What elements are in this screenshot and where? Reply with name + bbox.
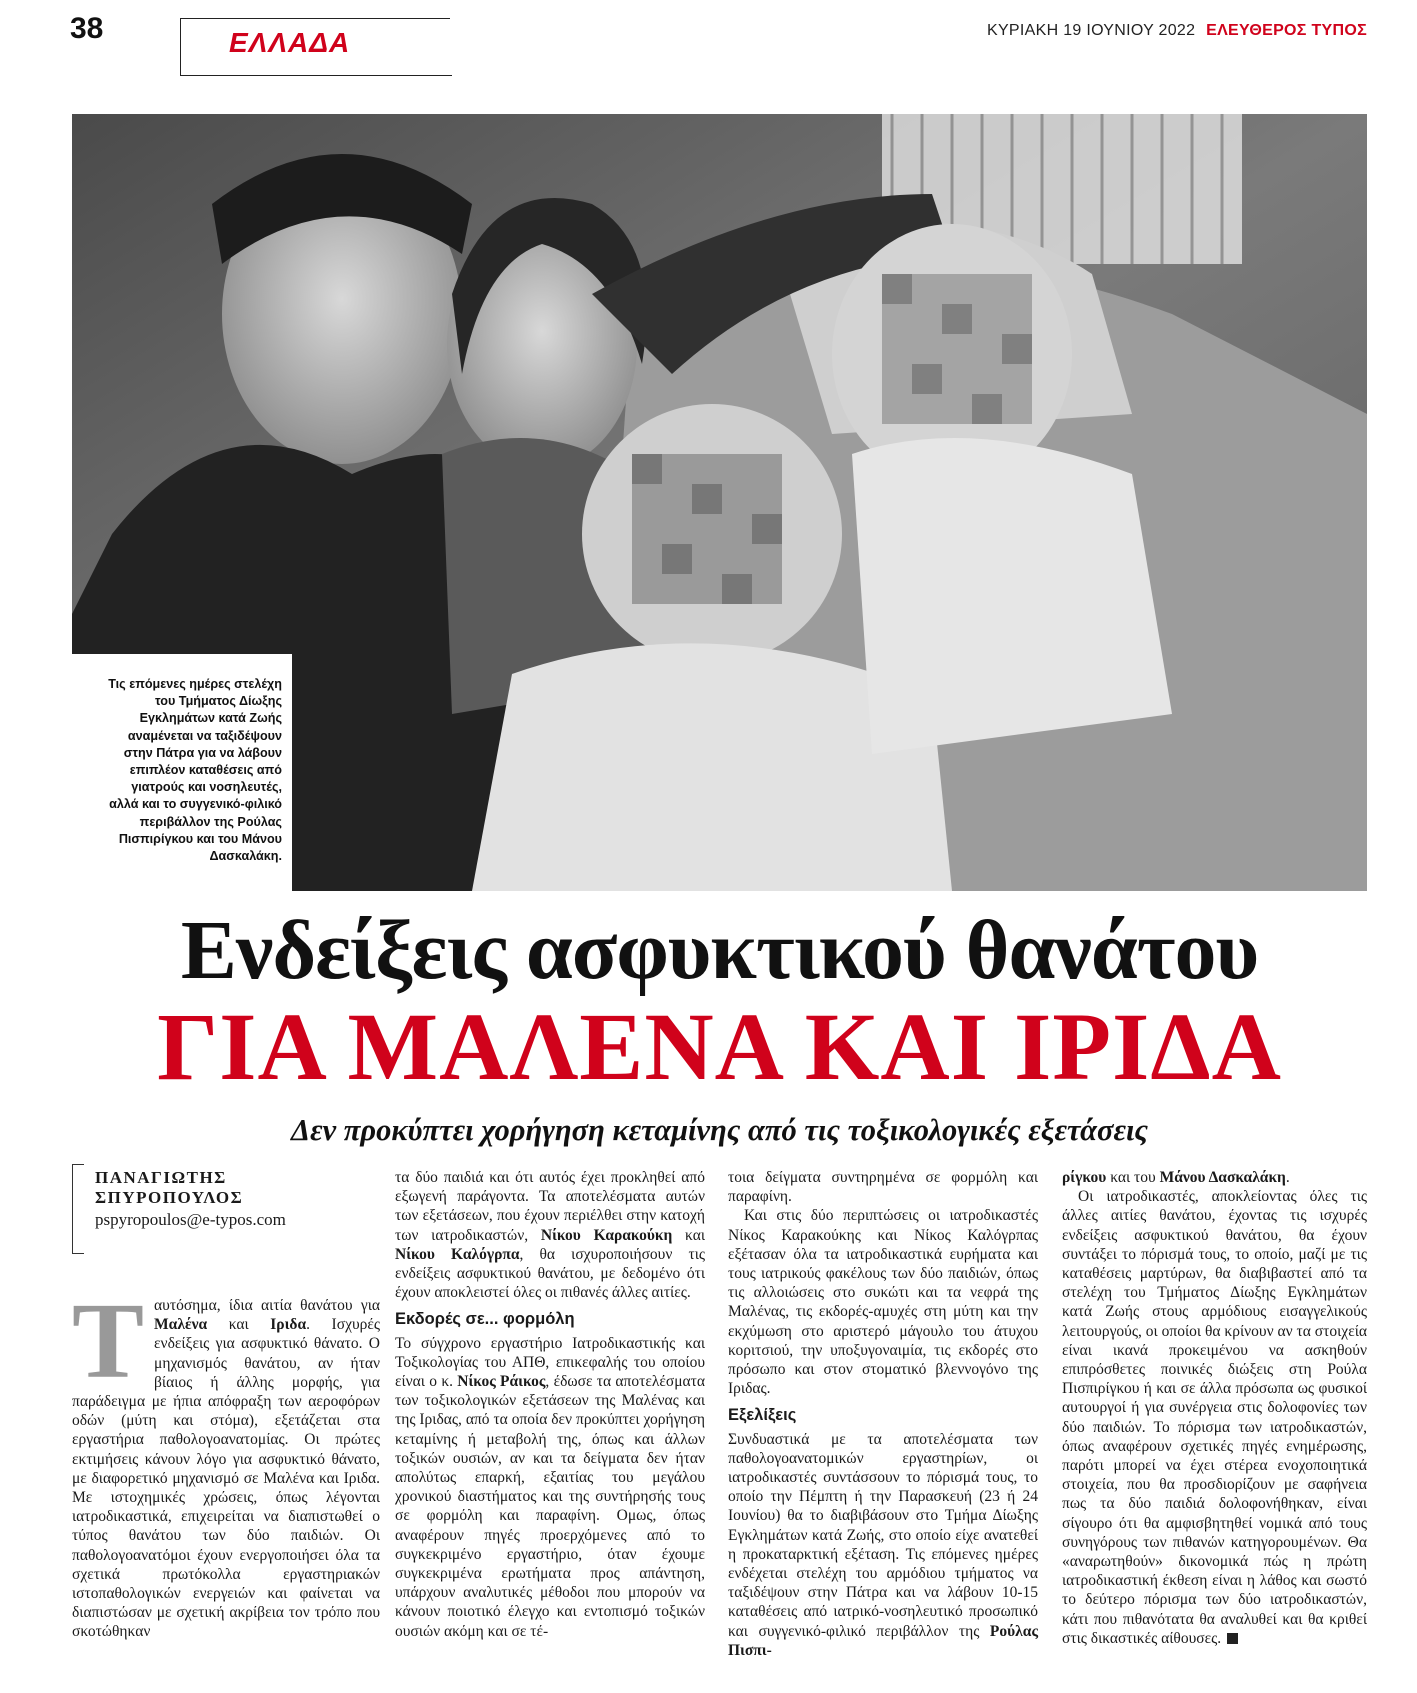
issue-date: ΚΥΡΙΑΚΗ 19 ΙΟΥΝΙΟΥ 2022 (986, 22, 1196, 39)
subheadline: Δεν προκύπτει χορήγηση κεταμίνης από τις τοξικολογικές εξετάσεις (290, 1113, 1149, 1147)
text-run: Οι ιατροδικαστές, αποκλείοντας όλες τις άλλες αιτίες θανάτου, έχοντας τις ισχυρές ενδείξεις ασφυκτικού θανάτου, θα έχουν συντάξει το πόρισμά τους, το οποίο, μαζί με τις καταθέσεις μαρτύρων, θα διαβιβαστεί από τα στελέχη του Τμήματος Δίωξης Εγκλημάτων κατά Ζωής στους αρμόδιους εισαγγελικούς λειτουργούς, οι οποίοι θα κρίνουν αν τα στοιχεία είναι ικανά προκειμένου να ασκηθούν επιπρόσθετες ποινικές διώξεις στη Ρούλα Πισπιρίγκου ή και σε άλλα πρόσωπα ως φυσικοί αυτουργοί ή για συνέργεια στις δολοφονίες των δύο παιδιών. Το πόρισμα των ιατροδικαστών, όπως αναφέρουν σχετικές πηγές ενημέρωσης, παρότι μπορεί να έχει στέρεα ενοχοποιητικά στοιχεία, που θα προσδιορίζουν με σαφήνεια πως τα δύο παιδιά δολοφονήθηκαν, είναι σίγουρο ότι θα αμφισβητηθεί νομικά από τους συνηγόρους των πιθανών κατηγορουμένων. Θα «αναρωτηθούν» δικονομικά πώς η πρώτη ιατροδικαστική έκθεση είναι η λάθος και σωστό το δεύτερο πόρισμα των δύο ιατροδικαστών, κάτι που πιθανότατα θα αναλυθεί και θα κριθεί στις δικαστικές αίθουσες. (1062, 1188, 1367, 1647)
paragraph (395, 1334, 705, 1641)
headline-red: ΓΙΑ ΜΑΛΕΝΑ ΚΑΙ ΙΡΙΔΑ (157, 993, 1282, 1100)
name-kalogrpas: Νίκου Καλόγρπα (395, 1245, 520, 1263)
byline-first-name: ΠΑΝΑΓΙΩΤΗΣ (95, 1168, 227, 1187)
text-run: Το σύγχρονο εργαστήριο Ιατροδικαστικής και Τοξικολογίας του ΑΠΘ, επικεφαλής του οποίου είναι ο κ. (395, 1334, 705, 1391)
subheading-formaldehyde: Εκδορές σε... φορμόλη (395, 1310, 575, 1329)
paragraph (395, 1168, 705, 1302)
byline (72, 1164, 380, 1254)
subheading-developments: Εξελίξεις (728, 1406, 797, 1425)
column-3 (728, 1168, 1038, 1660)
page-number: 38 (70, 12, 104, 45)
text-run: τα δύο παιδιά και ότι αυτός έχει προκληθεί από εξωγενή παράγοντα. Τα αποτελέσματα αυτών των εξετάσεων, που έχουν περιέλθει στην κατοχή των ιατροδικαστών, (395, 1169, 705, 1244)
text-run: . Ισχυρές ενδείξεις για ασφυκτικό θάνατο. Ο μηχανισμός θανάτου, αν ήταν βίαιος ή άλλης μορφής, για παράδειγμα με ήπια απόφραξη των αεροφόρων οδών (μύτη και στόμα), εξετάζεται στα εργαστήρια παθολογοανατομίας. Οι πρώτες εκτιμήσεις κάνουν λόγο για ασφυκτικό θάνατο, με διαφορετικό μηχανισμό σε Μαλένα και Ιριδα. Με ιστοχημικές χρώσεις, όπως λέγονται ιατροδικαστικά, επιχειρείται να διαπιστωθεί ο τύπος θανάτου των δύο παιδιών. Οι παθολογοανατόμοι έχουν ενεργοποιήσει όλα τα σχετικά πρωτόκολλα εργαστηριακών ιστοπαθολογικών ενεργειών και φαίνεται να διαπιστώσαν με σχετική ακρίβεια τον τρόπο που σκοτώθηκαν (72, 1316, 381, 1641)
paragraph (728, 1430, 1038, 1660)
name-malena: Μαλένα (154, 1316, 208, 1334)
text-run: , έδωσε τα αποτελέσματα των τοξικολογικών εξετάσεων της Μαλένας και της Ιριδας, από τα οποία δεν προκύπτει χορήγηση κεταμίνης ή μεταβολή της, όπως και άλλων τοξικών ουσιών, αν και τα δείγματα δεν ήταν απολύτως επαρκή, εξαιτίας του μεγάλου χρονικού διαστήματος και της συντήρησής τους σε φορμόλη και παραφίνη. Ομως, όπως αναφέρουν πηγές προερχόμενες από το συγκεκριμένο εργαστήριο, όταν έχουμε συγκεκριμένα ερωτήματα προς απάντηση, υπάρχουν αναλυτικές μέθοδοι που μπορούν να κάνουν ποιοτικό έλεγχο και εντοπισμό τοξικών ουσιών ακόμη και σε τέ- (395, 1373, 705, 1640)
column-1 (72, 1164, 380, 1642)
newspaper-name: ΕΛΕΥΘΕΡΟΣ ΤΥΠΟΣ (1206, 22, 1367, 39)
text-run: και (207, 1316, 271, 1334)
column-2 (395, 1168, 705, 1641)
photo-caption (72, 654, 292, 891)
end-mark-icon (1227, 1633, 1238, 1644)
name-roula: Ρούλας Πισπι- (728, 1622, 1038, 1659)
paragraph: τοια δείγματα συντηρημένα σε φορμόλη και παραφίνη. (728, 1169, 1038, 1206)
name-raikos: Νίκος Ράικος (457, 1373, 546, 1391)
text-run: . (1285, 1169, 1290, 1186)
text-run: αυτόσημα, ίδια αιτία θανάτου για (154, 1297, 380, 1314)
text-run: και του (1106, 1169, 1160, 1186)
name-daskalakis: Μάνου Δασκαλάκη (1159, 1169, 1286, 1186)
paragraph: Και στις δύο περιπτώσεις οι ιατροδικαστές Νίκος Καρακούκης και Νίκος Καλόγρπας εξέτασαν όλα τα ιατροδικαστικά ευρήματα και τους ιατρικούς φακέλους των δύο παιδιών, όπως τις αλλοιώσεις στο συκώτι και τα νεφρά της Μαλένας, τις εκδορές-αμυχές στη μύτη και την εκχύμωση στο αριστερό μάγουλο του άτυχου κοριτσιού, την υποξυγοναιμία, τις εκδορές στο πρόσωπο και στον στοματικό βλεννογόνο της Ιριδας. (728, 1207, 1038, 1398)
name-karakoukis: Νίκου Καρακούκη (540, 1226, 673, 1244)
lead-paragraph (72, 1282, 381, 1642)
text-run: , θα ισχυροποιήσουν τις ενδείξεις ασφυκτικού θανάτου, με δεδομένο ότι έχουν αποκλειστεί όλες οι πιθανές άλλες αιτίες. (395, 1245, 705, 1302)
paragraph (1062, 1168, 1367, 1187)
section-label: ΕΛΛΑΔΑ (229, 27, 351, 58)
text-run: και (672, 1226, 706, 1244)
paragraph (1062, 1187, 1367, 1648)
name-pispirigkou: ρίγκου (1062, 1169, 1107, 1186)
name-irida: Ιριδα (270, 1316, 307, 1334)
column-4 (1062, 1168, 1367, 1648)
text-run: Συνδυαστικά με τα αποτελέσματα των παθολογοανατομικών εργαστηρίων, οι ιατροδικαστές συντάσσουν το πόρισμά τους, το οποίο την Πέμπτη ή την Παρασκευή (23 ή 24 Ιουνίου) θα το διαβιβάσουν στο Τμήμα Δίωξης Εγκλημάτων κατά Ζωής, στο οποίο είχε ανατεθεί η προκαταρκτική εξέταση. Τις επόμενες ημέρες ενδέχεται στελέχη του αρμόδιου τμήματος να ταξιδέψουν στην Πάτρα και να λάβουν 10-15 καταθέσεις από ιατρικό-νοσηλευτικό προσωπικό και συγγενικό-φιλικό περιβάλλον της (728, 1430, 1038, 1640)
photo-caption-text: Τις επόμενες ημέρες στελέχη του Τμήματος Δίωξης Εγκλημάτων κατά Ζωής αναμένεται να ταξιδέψουν στην Πάτρα για να λάβουν επιπλέον καταθέσεις από γιατρούς και νοσηλευτές, αλλά και το συγγενικό-φιλικό περιβάλλον της Ρούλας Πισπιρίγκου και του Μάνου Δασκαλάκη. (108, 677, 282, 864)
byline-last-name: ΣΠΥΡΟΠΟΥΛΟΣ (95, 1188, 244, 1207)
dropcap: Τ (72, 1282, 145, 1401)
headline: Ενδείξεις ασφυκτικού θανάτου (180, 904, 1259, 997)
dateline (987, 22, 1367, 40)
byline-email[interactable]: pspyropoulos@e-typos.com (95, 1210, 286, 1229)
section-header (180, 18, 450, 76)
